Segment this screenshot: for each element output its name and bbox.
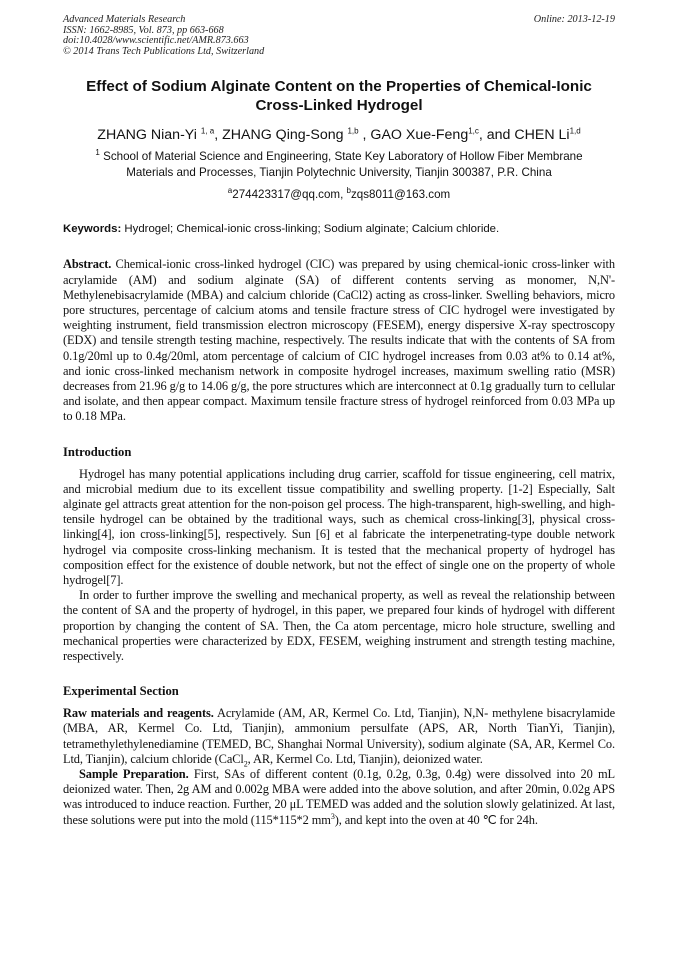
copyright-line: © 2014 Trans Tech Publications Ltd, Switzerland [63,45,265,57]
journal-name: Advanced Materials Research [63,14,186,25]
title-line-2: Cross-Linked Hydrogel [255,97,423,115]
raw-materials-text-1: Acrylamide (AM, AR, Kermel Co. Ltd, Tianjin), N,N- methylene bisacrylamide (MBA, AR, Kermel Co. Ltd, Tianjin), ammonium persulfate (APS, AR, North TianYi, Tianjin), tetramethylethylenediamine (TEMED, BC, Shanghai Normal University), sodium alginate (SA, AR, Kermel Co. Ltd, Tianjin), calcium chloride (CaCl [63,706,616,766]
author-name: ZHANG Nian-Yi [97,127,197,144]
raw-materials-paragraph [63,706,615,767]
email-b[interactable]: zqs8011@163.com [350,188,451,202]
journal-header [63,15,615,57]
author-name: ZHANG Qing-Song [222,127,344,144]
author-emails [63,187,615,202]
author-list [63,126,615,144]
email-sup-b: b [346,186,351,196]
paper-title [63,77,615,115]
sample-preparation-label: Sample Preparation. [79,767,189,782]
raw-materials-subscript: 2 [243,759,248,769]
author-name: GAO Xue-Feng [370,127,469,144]
introduction-body [63,467,615,665]
author-separator: , [214,127,223,144]
affiliation-sup: 1 [95,148,100,158]
sample-preparation-text-1: First, SAs of different content (0.1g, 0.2g, 0.3g, 0.4g) were dissolved into 20 mL deionized water. Then, 2g AM and 0.002g MBA were added into the above solution, and after 20min, 0.02g APS was introduced to induce reaction. Further, 20 μL TEMED was added and the solution slowly gelatinized. At last, these solutions were put into the mold (115*115*2 mm [63,767,615,827]
sample-preparation-superscript: 3 [330,811,335,821]
raw-materials-text-2: , AR, Kermel Co. Ltd, Tianjin), deionized water. [247,751,483,766]
affiliation-line-1: School of Material Science and Engineering, State Key Laboratory of Hollow Fiber Membrane [103,150,583,164]
keywords [63,222,615,237]
author-affil-sup: 1, a [200,126,215,136]
keywords-text: Hydrogel; Chemical-ionic cross-linking; Sodium alginate; Calcium chloride. [121,223,500,236]
experimental-heading: Experimental Section [63,684,179,699]
author-name: CHEN Li [514,127,570,144]
issn-line: ISSN: 1662-8985, Vol. 873, pp 663-668 [63,24,224,36]
affiliation [63,149,615,180]
introduction-heading: Introduction [63,444,132,459]
abstract-label: Abstract. [63,257,112,272]
introduction-paragraph-1: Hydrogel has many potential applications including drug carrier, scaffold for tissue engineering, cell matrix, and microbial medium due to its excellent tissue compatibility and swelling property. [1-2] Especially, Salt alginate gel attracts great attention for the non-poison gel process. The high-transparent, high-swelling, and high-tensile hydrogel can be obtained by the traditional ways, such as chemical cross-linking[3], physical cross-linking[4], ion cross-linking[5], respectively. Sun [6] et al fabricate the interpenetrating-type double network hydrogel via composite cross-linking mechanism. It is tested that the mechanical property of hydrogel has composition effect for the existence of double network, but not the effect of single one on the property of whole hydrogel[7]. [63,466,615,588]
abstract-text: Chemical-ionic cross-linked hydrogel (CIC) was prepared by using chemical-ionic cross-linker with acrylamide (AM) and sodium alginate (SA) of different contents serving as monomer, N,N'-Methylenebisacrylamide (MBA) and calcium chloride (CaCl2) acting as cross-linker. Swelling behaviors, micro pore structures, percentage of calcium atoms and tensile fracture stress of CIC hydrogel were investigated by weighting instrument, field transmission electron microscopy (FESEM), energy dispersive X-ray spectroscopy (EDX) and tensile strength testing machine, respectively. The results indicate that with the contents of SA from 0.1g/20ml up to 0.4g/20ml, atom percentage of calcium of CIC hydrogel increases from 0.03 at% to 0.14 at%, and ionic cross-linked mechanism network in composite hydrogel increases, maximum swelling ratio (MSR) decreases from 21.96 g/g to 14.06 g/g, the pore structures which are interconnect at 0.1g gradually turn to cellular and isolate, and then appear compact. Maximum tensile fracture stress of hydrogel reinforced from 0.03 MPa up to 0.18 MPa. [63,257,615,424]
doi-line: doi:10.4028/www.scientific.net/AMR.873.663 [63,35,249,47]
author-separator: , [358,127,371,144]
raw-materials-label: Raw materials and reagents. [63,706,214,721]
author-separator: , and [478,127,515,144]
sample-preparation-paragraph [63,767,615,828]
email-a[interactable]: 274423317@qq.com, [232,188,347,202]
keywords-label: Keywords: [63,223,122,236]
sample-preparation-text-2: ), and kept into the oven at 40 ℃ for 24h. [334,812,538,827]
online-date: Online: 2013-12-19 [533,14,615,25]
introduction-paragraph-2: In order to further improve the swelling and mechanical property, as well as reveal the relationship between the content of SA and the property of hydrogel, in this paper, we prepared four kinds of hydrogel with different proportion by changing the content of SA. Then, the Ca atom percentage, micro hole structure, swelling and mechanical properties were characterized by EDX, FESEM, weighing instrument and strength testing machine, respectively. [63,588,615,664]
abstract [63,257,615,424]
author-affil-sup: 1,c [468,126,479,136]
email-sup-a: a [227,186,233,196]
title-line-1: Effect of Sodium Alginate Content on the Properties of Chemical-Ionic [86,78,592,96]
author-affil-sup: 1,d [569,126,581,136]
affiliation-line-2: Materials and Processes, Tianjin Polytechnic University, Tianjin 300387, P.R. China [126,165,552,179]
author-affil-sup: 1,b [347,126,359,136]
experimental-body [63,706,615,828]
